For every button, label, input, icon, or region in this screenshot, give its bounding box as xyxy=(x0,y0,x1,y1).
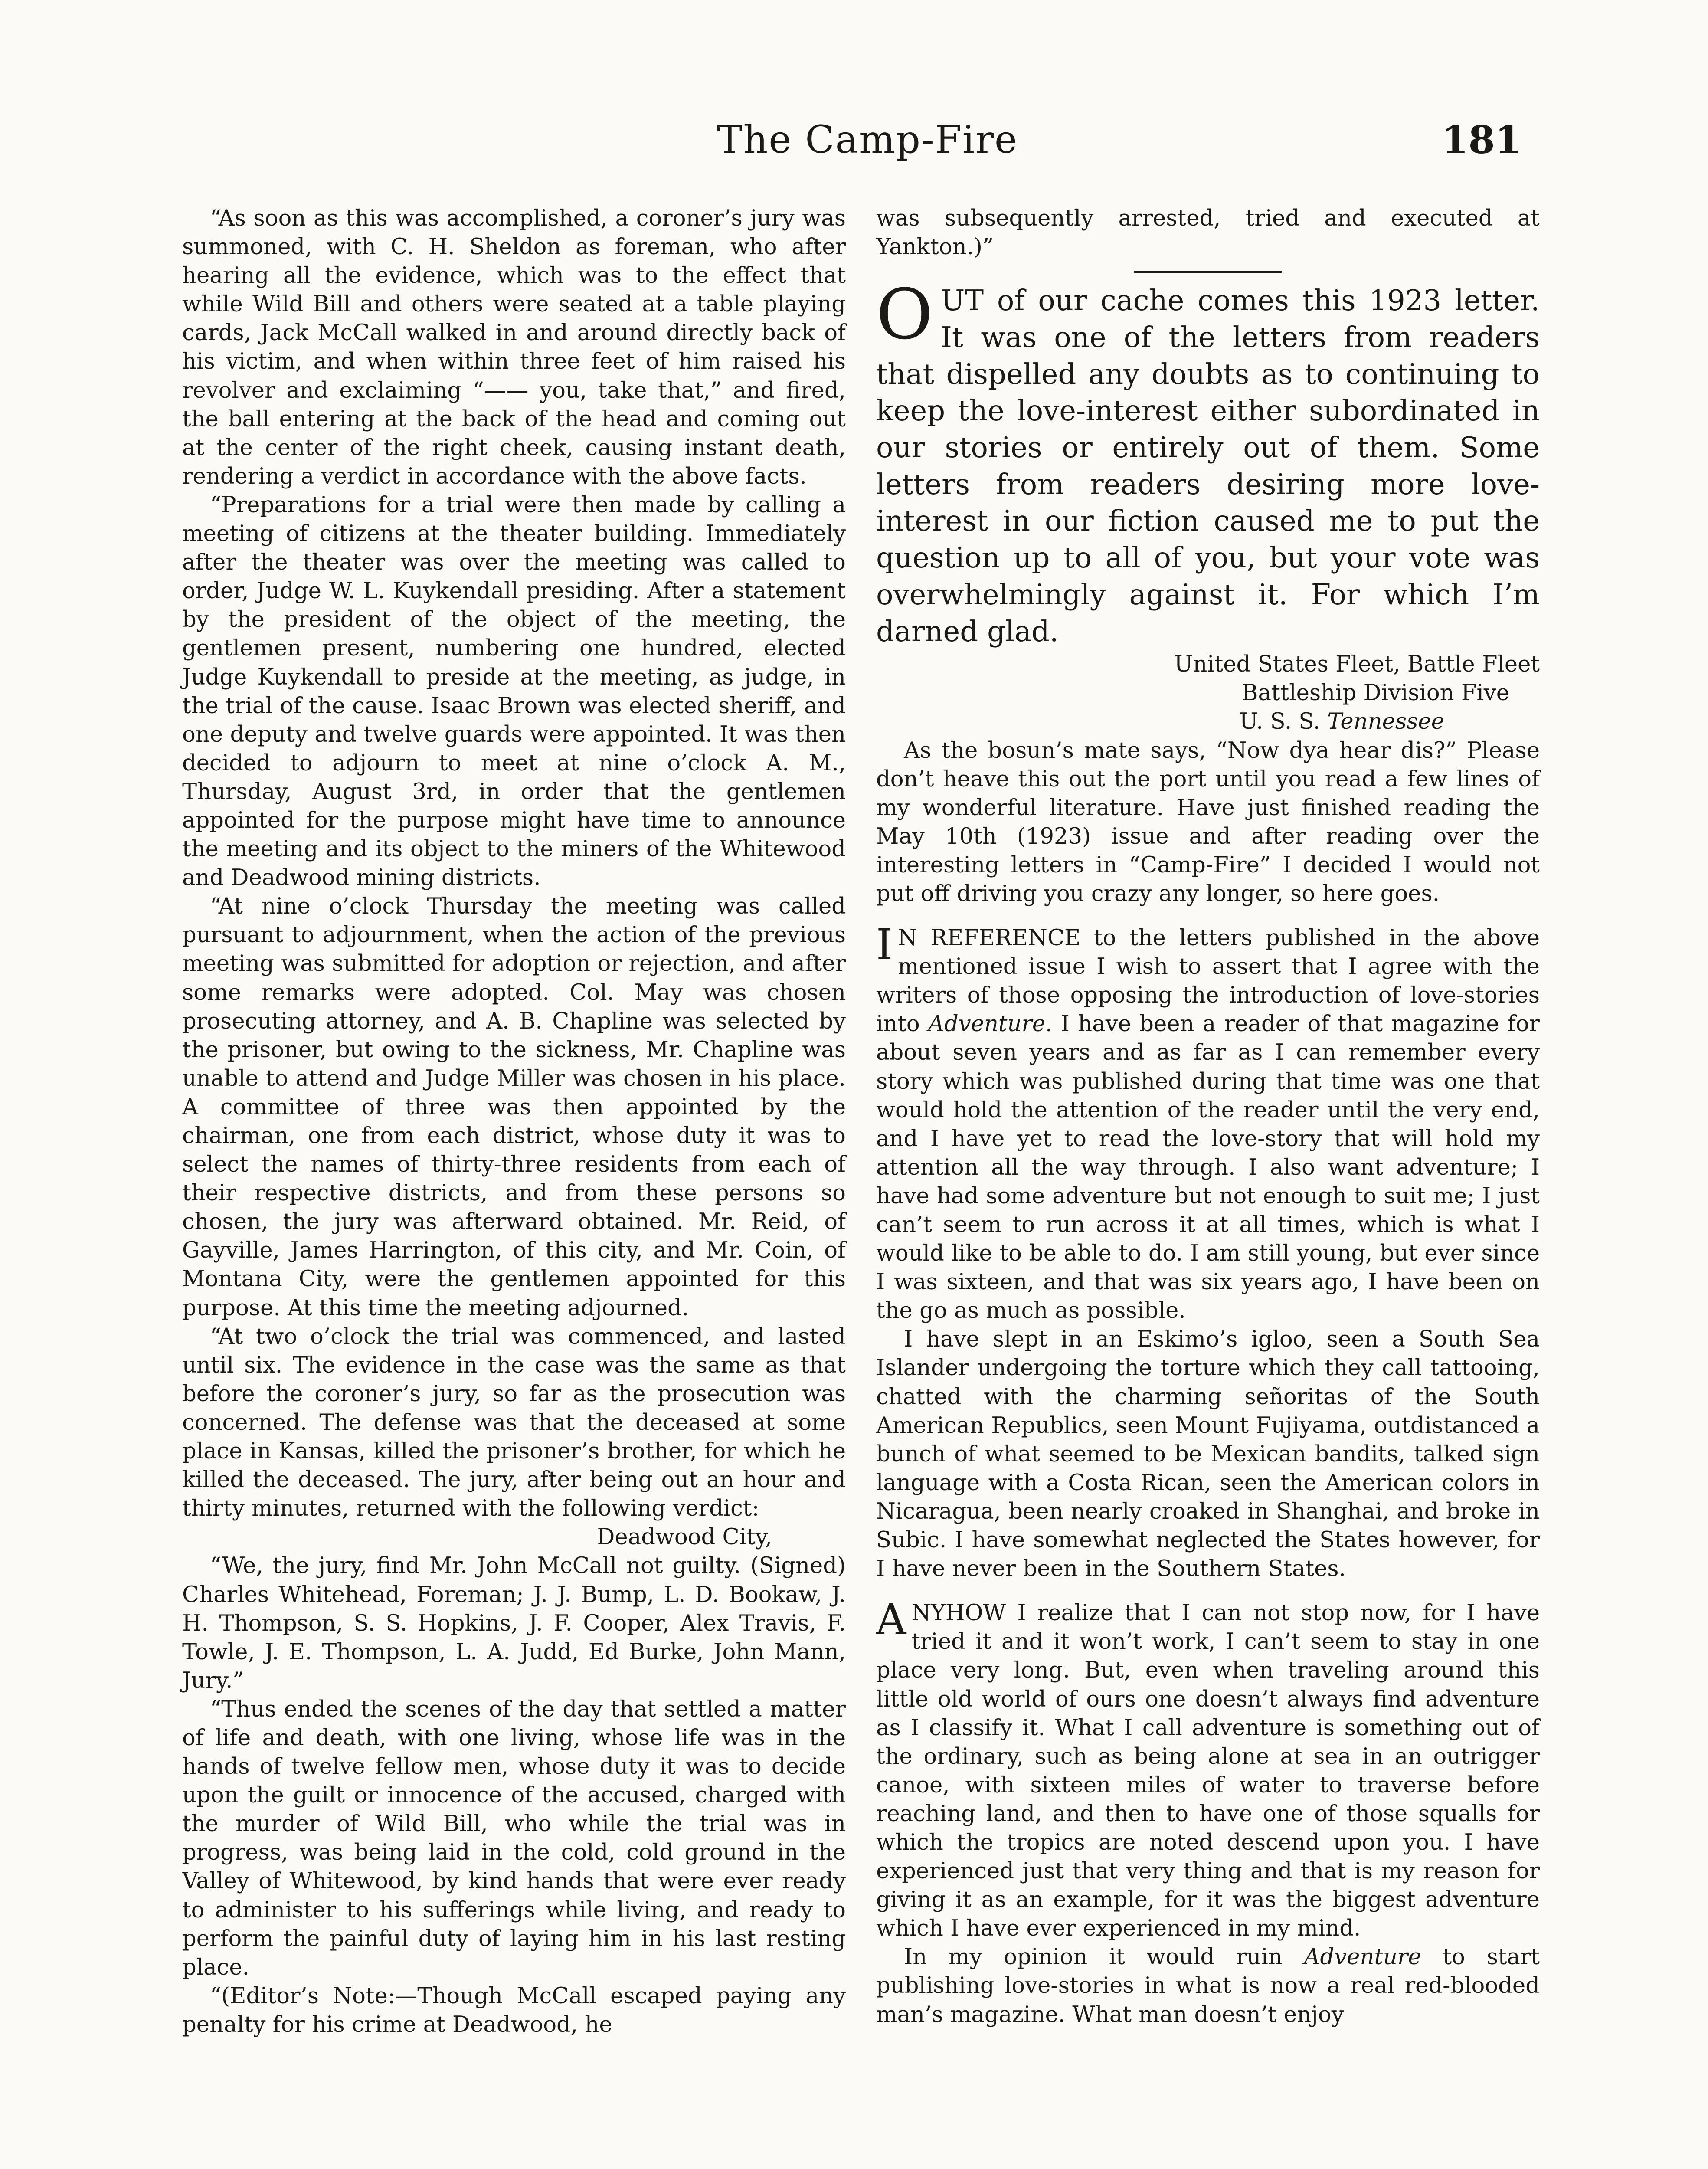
paragraph-scenes-ended: “Thus ended the scenes of the day that settled a matter of life and death, with one living, whose life was in the hands of twelve fellow men, whose duty it was to decide upon the guilt or innocence of the accused, charged with the murder of Wild Bill, who while the trial was in progress, was being laid in the cold, cold ground in the Valley of Whitewood, by kind hands that were ever ready to administer to his sufferings while living, and ready to perform the painful duty of laying him in his last resting place. xyxy=(182,1696,846,1980)
page-number: 181 xyxy=(1442,117,1521,162)
running-head-title: The Camp-Fire xyxy=(717,117,1018,162)
paragraph-travels: I have slept in an Eskimo’s igloo, seen a South Sea Islander undergoing the torture which they call tattooing, chatted with the charming señoritas of the South American Republics, seen Mount Fujiyama, outdistanced a bunch of what seemed to be Mexican bandits, talked sign language with a Costa Rican, seen the American colors in Nicaragua, been nearly croaked in Shanghai, and broke in Subic. I have somewhat neglected the States however, for I have never been in the Southern States. xyxy=(876,1326,1540,1582)
paragraph-meeting: “At nine o’clock Thursday the meeting was called pursuant to adjournment, when the action of the previous meeting was submitted for adoption or rejection, and after some remarks were adopted. Col. May was chosen prosecuting attorney, and A. B. Chapline was selected by the prisoner, but owing to the sickness, Mr. Chapline was unable to attend and Judge Miller was chosen in his place. A committee of three was then appointed by the chairman, one from each district, whose duty it was to select the names of thirty-three residents from each of their respective districts, and from these persons so chosen, the jury was afterward obtained. Mr. Reid, of Gayville, James Harrington, of this city, and Mr. Coin, of Montana City, were the gentlemen appointed for this purpose. At this time the meeting adjourned. xyxy=(182,893,846,1321)
ship-name: Tennessee xyxy=(1327,708,1444,735)
paragraph-editors-note: “(Editor’s Note:—Though McCall escaped paying any penalty for his crime at Deadwood, he xyxy=(182,1982,846,2038)
paragraph-coroner-jury: “As soon as this was accomplished, a coroner’s jury was summoned, with C. H. Sheldon as foreman, who after hearing all the evidence, which was to the effect that while Wild Bill and others were seated at a table playing cards, Jack McCall walked in and around directly back of his victim, and when within three feet of him raised his revolver and exclaiming “—— you, take that,” and fired, the ball entering at the back of the head and coming out at the center of the right cheek, causing instant death, rendering a verdict in accordance with the above facts. xyxy=(182,205,846,489)
letter-section-reference xyxy=(876,920,1540,1325)
dateline-ship xyxy=(876,707,1540,736)
drop-cap: O xyxy=(876,274,933,355)
editor-intro xyxy=(876,274,1540,650)
magazine-name: Adventure xyxy=(1304,1944,1421,1970)
left-column xyxy=(182,204,846,2039)
verdict-place: Deadwood City, xyxy=(597,1524,772,1550)
magazine-name: Adventure. xyxy=(928,1011,1053,1037)
section-text-b: I have been a reader of that magazine for about seven years and as far as I can remember every story which was published during that time was one that would hold the attention of the reader until the very end, and I have yet to read the love-story that will hold my attention all the way through. I also want adventure; I have had some adventure but not enough to suit me; I just can’t seem to run across it at all times, which is what I would like to be able to do. I am still young, but ever since I was sixteen, and that was six years ago, I have been on the go as much as possible. xyxy=(876,1011,1540,1324)
section-divider xyxy=(1134,271,1282,273)
closing-text-b: to start publishing love-stories in what is now a real red-blooded man’s magazine. What man doesn’t enjoy xyxy=(876,1944,1540,2028)
dateline-fleet: United States Fleet, Battle Fleet xyxy=(1174,651,1540,678)
dateline-ship-prefix: U. S. S. xyxy=(1239,708,1328,735)
section-text: NYHOW I realize that I can not stop now, for I have tried it and it won’t work, I can’t seem to stay in one place very long. But, even when traveling around this little old world of ours one doesn’t always find adventure as I classify it. What I call adventure is something out of the ordinary, such as being alone at sea in an outrigger canoe, with sixteen miles of water to traverse before reaching land, and then to have one of those squalls for which the tropics are noted descend upon you. I have experienced just that very thing and that is my reason for giving it as an example, for it was the biggest adventure which I have ever experienced in my mind. xyxy=(876,1600,1540,1942)
paragraph-trial-preparations: “Preparations for a trial were then made by calling a meeting of citizens at the theater building. Immediately after the theater was over the meeting was called to order, Judge W. L. Kuykendall presiding. After a statement by the president of the object of the meeting, the gentlemen present, numbering one hundred, elected Judge Kuykendall to preside at the meeting, as judge, in the trial of the cause. Isaac Brown was elected sheriff, and one deputy and twelve guards were appointed. It was then decided to adjourn to meet at nine o’clock A. M., Thursday, August 3rd, in order that the gentlemen appointed for the purpose might have time to announce the meeting and its object to the miners of the Whitewood and Deadwood mining districts. xyxy=(182,491,846,891)
section-text-a: N REFERENCE to the letters published in the above mentioned issue I wish to assert that I agree with the writers of those opposing the introduction of love-stories into xyxy=(876,925,1540,1037)
paragraph-verdict: “We, the jury, find Mr. John McCall not guilty. (Signed) Charles Whitehead, Foreman; J. J. Bump, L. D. Bookaw, J. H. Thompson, S. S. Hopkins, J. F. Cooper, Alex Travis, F. Towle, J. E. Thompson, L. A. Judd, Ed Burke, John Mann, Jury.” xyxy=(182,1553,846,1694)
dateline-division: Battleship Division Five xyxy=(1241,680,1509,706)
letter-opening: As the bosun’s mate says, “Now dya hear dis?” Please don’t heave this out the port until you read a few lines of my wonderful literature. Have just finished reading the May 10th (1923) issue and after reading over the interesting letters in “Camp-Fire” I decided I would not put off driving you crazy any longer, so here goes. xyxy=(876,737,1540,907)
closing-text-a: In my opinion it would ruin xyxy=(904,1944,1304,1970)
paragraph-continuation: was subsequently arrested, tried and executed at Yankton.)” xyxy=(876,205,1540,260)
letter-section-anyhow xyxy=(876,1595,1540,1943)
paragraph-trial: “At two o’clock the trial was commenced, and lasted until six. The evidence in the case was the same as that before the coroner’s jury, so far as the prosecution was concerned. The defense was that the deceased at some place in Kansas, killed the prisoner’s brother, for which he killed the deceased. The jury, after being out an hour and thirty minutes, returned with the following verdict: xyxy=(182,1323,846,1522)
right-column xyxy=(876,204,1540,2029)
drop-cap: A xyxy=(876,1595,906,1644)
drop-cap: I xyxy=(876,920,893,969)
editor-intro-text: UT of our cache comes this 1923 letter. It was one of the letters from readers that dispelled any doubts as to continuing to keep the love-interest either subordinated in our stories or entirely out of them. Some letters from readers desiring more love-interest in our fiction caused me to put the question up to all of you, but your vote was overwhelmingly against it. For which I’m darned glad. xyxy=(876,284,1540,648)
paragraph-closing xyxy=(876,1943,1540,2028)
